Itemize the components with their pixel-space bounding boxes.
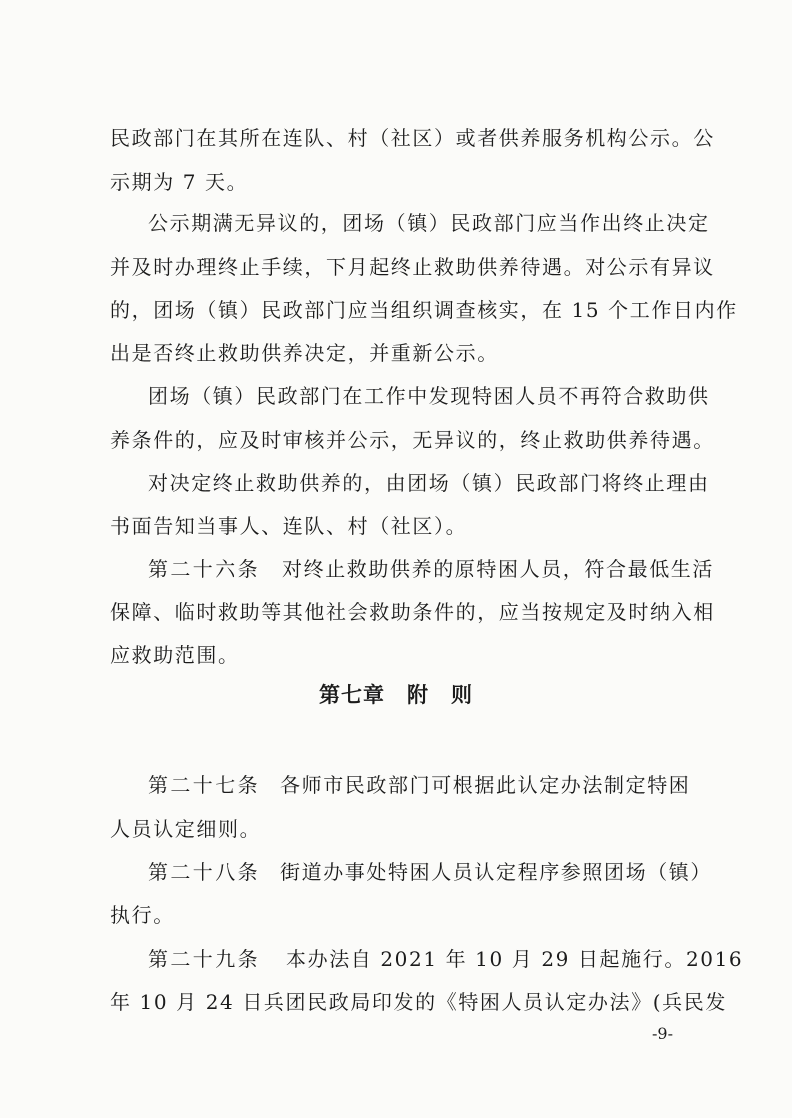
article-label: 第二十八条 xyxy=(148,860,260,884)
text-line: 养条件的，应及时审核并公示，无异议的，终止救助供养待遇。 xyxy=(110,428,715,452)
article-text: 本办法自 2021 年 10 月 29 日起施行。2016 xyxy=(286,947,744,971)
article-label: 第二十九条 xyxy=(148,947,260,971)
text-line: 对决定终止救助供养的，由团场（镇）民政部门将终止理由 xyxy=(148,471,710,495)
text-line: 示期为 7 天。 xyxy=(110,170,249,194)
article-label: 第二十七条 xyxy=(148,773,260,797)
article-label: 第二十六条 xyxy=(148,557,260,581)
text-line: 人员认定细则。 xyxy=(110,817,262,841)
text-line: 的，团场（镇）民政部门应当组织调查核实，在 15 个工作日内作 xyxy=(110,298,738,322)
text-line: 年 10 月 24 日兵团民政局印发的《特困人员认定办法》(兵民发 xyxy=(110,990,727,1014)
article-text: 街道办事处特困人员认定程序参照团场（镇） xyxy=(280,860,712,884)
chapter-heading: 第七章 附 则 xyxy=(319,683,473,707)
text-line: 应救助范围。 xyxy=(110,643,240,667)
text-line: 公示期满无异议的，团场（镇）民政部门应当作出终止决定 xyxy=(148,211,710,235)
article-text: 对终止救助供养的原特困人员，符合最低生活 xyxy=(282,557,714,581)
text-line: 民政部门在其所在连队、村（社区）或者供养服务机构公示。公 xyxy=(110,126,715,150)
article-28-line xyxy=(148,858,712,886)
text-line: 团场（镇）民政部门在工作中发现特困人员不再符合救助供 xyxy=(148,384,710,408)
article-26-first-line xyxy=(148,555,714,583)
text-line: 保障、临时救助等其他社会救助条件的，应当按规定及时纳入相 xyxy=(110,600,715,624)
text-line: 并及时办理终止手续，下月起终止救助供养待遇。对公示有异议 xyxy=(110,255,715,279)
article-27-line xyxy=(148,771,690,799)
text-line: 执行。 xyxy=(110,903,175,927)
text-line: 出是否终止救助供养决定，并重新公示。 xyxy=(110,341,499,365)
page-number: -9- xyxy=(652,1024,673,1043)
article-29-line xyxy=(148,945,744,973)
article-text: 各师市民政部门可根据此认定办法制定特困 xyxy=(280,773,691,797)
text-line: 书面告知当事人、连队、村（社区）。 xyxy=(110,514,468,538)
